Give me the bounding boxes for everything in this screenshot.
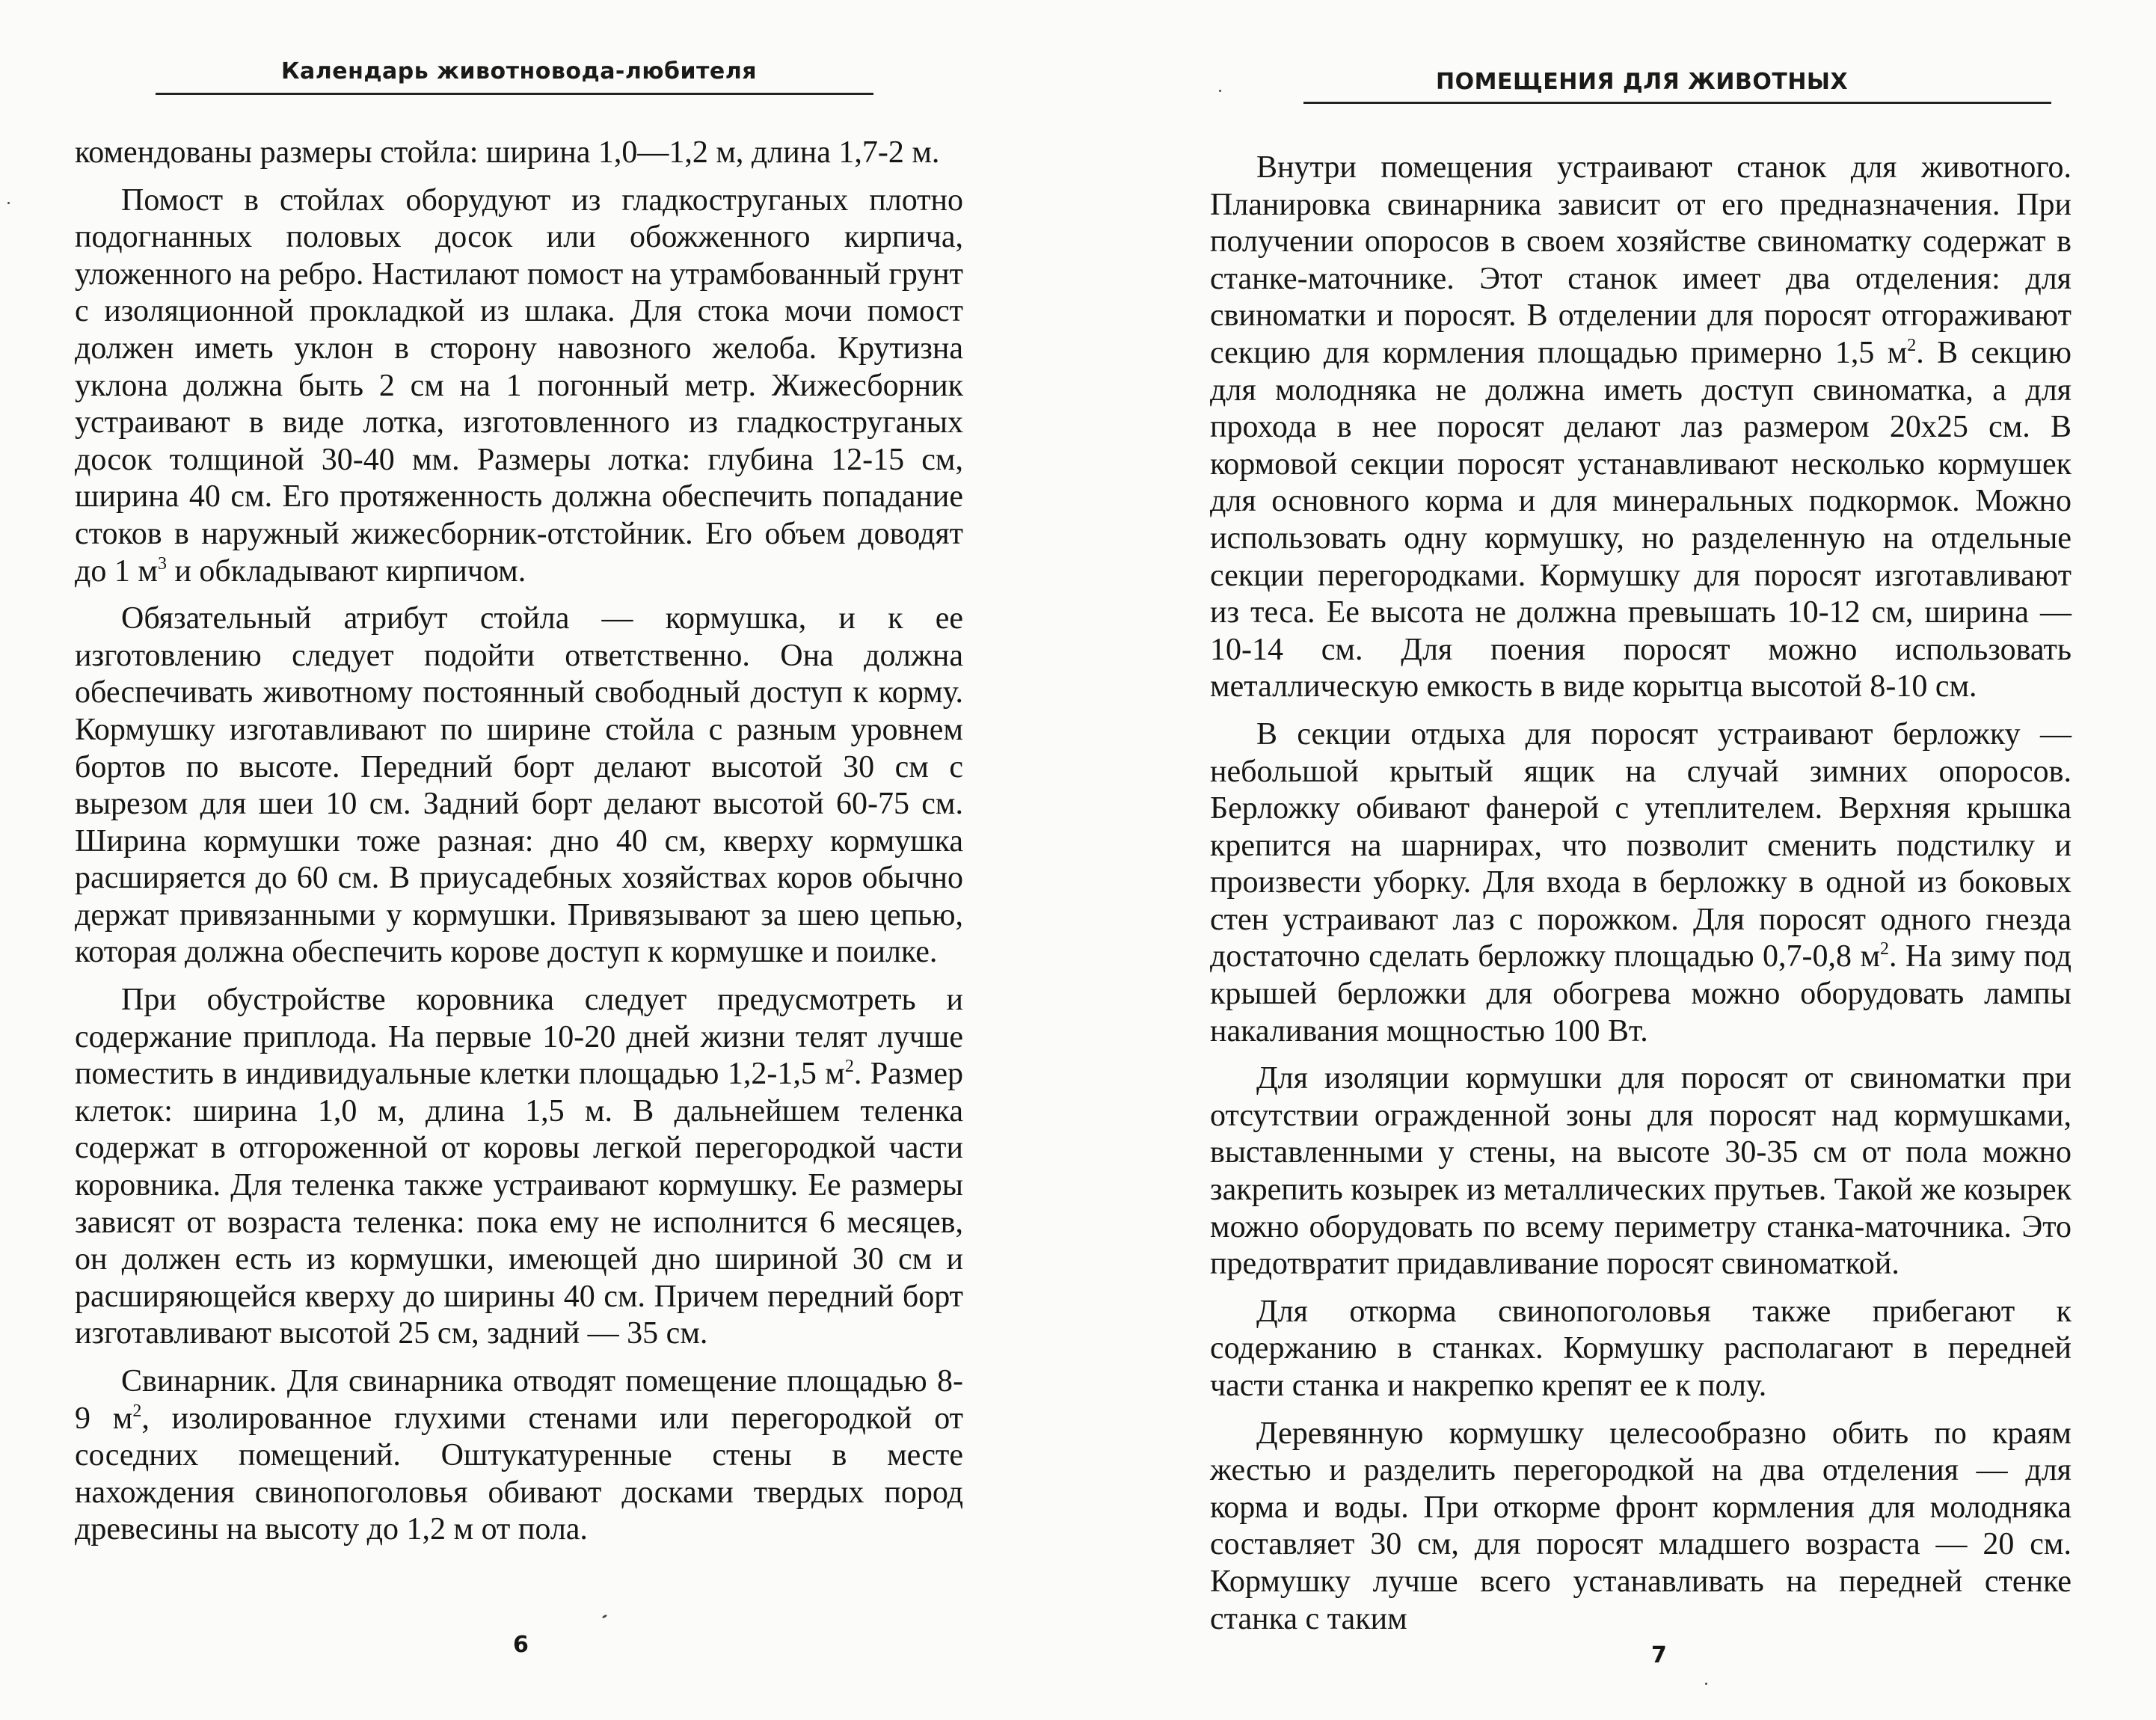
scan-speck (602, 1614, 608, 1618)
paragraph: В секции отдыха для поросят устраивают берложку — небольшой крытый ящик на случай зимних опоросов. Берложку обивают фанерой с утеплителем. Верхняя крышка крепится на шарнирах, что позволит сменить подстилку и произвести уборку. Для входа в берложку в одной из боковых стен устраивают лаз с порожком. Для поросят одного гнезда достаточно сделать берложку площадью 0,7-0,8 $м^2$. На зиму под крышей берложки для обогрева можно оборудовать лампы накаливания мощностью 100 Вт. (1210, 716, 2071, 1048)
paragraph: Для откорма свинопоголовья также прибегают к содержанию в станках. Кормушку располагают в передней части станка и накрепко крепят ее к полу. (1210, 1294, 2071, 1403)
paragraph: комендованы размеры стойла: ширина 1,0—1,2 м, длина 1,7-2 м. (75, 135, 940, 170)
paragraph: Для изоляции кормушки для поросят от свиноматки при отсутствии огражденной зоны для поросят над кормушками, выставленными у стены, на высоте 30-35 см от пола можно закрепить козырек из металлических прутьев. Такой же козырек можно оборудовать по всему периметру станка-маточника. Это предотвратит придавливание поросят свиноматкой. (1210, 1061, 2071, 1282)
page-number-right: 7 (1651, 1642, 1667, 1668)
paragraph: При обустройстве коровника следует предусмотреть и содержание приплода. На первые 10-20 дней жизни телят лучше поместить в индивидуальные клетки площадью 1,2-1,5 $м^2$. Размер клеток: ширина 1,0 м, длина 1,5 м. В дальнейшем теленка содержат в отгороженной от коровы легкой перегородкой части коровника. Для теленка также устраивают кормушку. Ее размеры зависят от возраста теленка: пока ему не исполнится 6 месяцев, он должен есть из кормушки, имеющей дно шириной 30 см и расширяющейся кверху до ширины 40 см. Причем передний борт изготавливают высотой 25 см, задний — 35 см. (75, 983, 964, 1351)
scan-speck (1705, 1683, 1707, 1685)
paragraph: Деревянную кормушку целесообразно обить по краям жестью и разделить перегородкой на два отделения — для корма и воды. При откорме фронт кормления для молодняка составляет 30 см, для поросят младшего возраста — 20 см. Кормушку лучше всего устанавливать на передней стенке станка с таким (1210, 1416, 2071, 1636)
page-number-left: 6 (513, 1632, 529, 1658)
paragraph: Внутри помещения устраивают станок для животного. Планировка свинарника зависит от его предназначения. При получении опоросов в своем хозяйстве свиноматку содержат в станке-маточнике. Этот станок имеет два отделения: для свиноматки и поросят. В отделении для поросят отгораживают секцию для кормления площадью примерно 1,5 $м^2$. В секцию для молодняка не должна иметь доступ свиноматка, а для прохода в нее поросят делают лаз размером 20х25 см. В кормовой секции поросят устанавливают несколько кормушек для основного корма и для минеральных подкормок. Можно использовать одну кормушку, но разделенную на отдельные секции перегородками. Кормушку для поросят изготавливают из теса. Ее высота не должна превышать 10-12 см, ширина — 10-14 см. Для поения поросят можно использовать металлическую емкость в виде корытца высотой 8-10 см. (1210, 150, 2072, 704)
scan-speck (1219, 90, 1221, 92)
right-page-body (1210, 150, 2071, 1648)
left-page (0, 0, 1077, 1720)
right-page (1077, 0, 2156, 1720)
running-head-right: ПОМЕЩЕНИЯ ДЛЯ ЖИВОТНЫХ (1436, 69, 1849, 95)
paragraph: Обязательный атрибут стойла — кормушка, и к ее изготовлению следует подойти ответственно. Она должна обеспечивать животному постоянный свободный доступ к корму. Кормушку изготавливают по ширине стойла с разным уровнем бортов по высоте. Передний борт делают высотой 30 см с вырезом для шеи 10 см. Задний борт делают высотой 60-75 см. Ширина кормушки тоже разная: дно 40 см, кверху кормушка расширяется до 60 см. В приусадебных хозяйствах коров обычно держат привязанными у кормушки. Привязывают за шею цепью, которая должна обеспечить корове доступ к кормушке и поилке. (75, 601, 963, 970)
running-head-left: Календарь животновода-любителя (281, 58, 757, 85)
paragraph: Свинарник. Для свинарника отводят помещение площадью 8-9 $м^2$, изолированное глухими стенами или перегородкой от соседних помещений. Оштукатуренные стены в месте нахождения свинопоголовья обивают досками твердых пород древесины на высоту до 1,2 м от пола. (75, 1364, 964, 1547)
scan-speck (7, 202, 10, 204)
left-page-body (75, 135, 963, 1559)
header-rule-right (1303, 102, 2051, 104)
paragraph: Помост в стойлах оборудуют из гладкоструганых плотно подогнанных половых досок или обожженного кирпича, уложенного на ребро. Настилают помост на утрамбованный грунт с изоляционной прокладкой из шлака. Для стока мочи помост должен иметь уклон в сторону навозного желоба. Крутизна уклона должна быть 2 см на 1 погонный метр. Жижесборник устраивают в виде лотка, изготовленного из гладкоструганых досок толщиной 30-40 мм. Размеры лотка: глубина 12-15 см, ширина 40 см. Его протяженность должна обеспечить попадание стоков в наружный жижесборник-отстойник. Его объем доводят до 1 $м^3$ и обкладывают кирпичом. (75, 182, 963, 589)
header-rule-left (156, 93, 873, 95)
